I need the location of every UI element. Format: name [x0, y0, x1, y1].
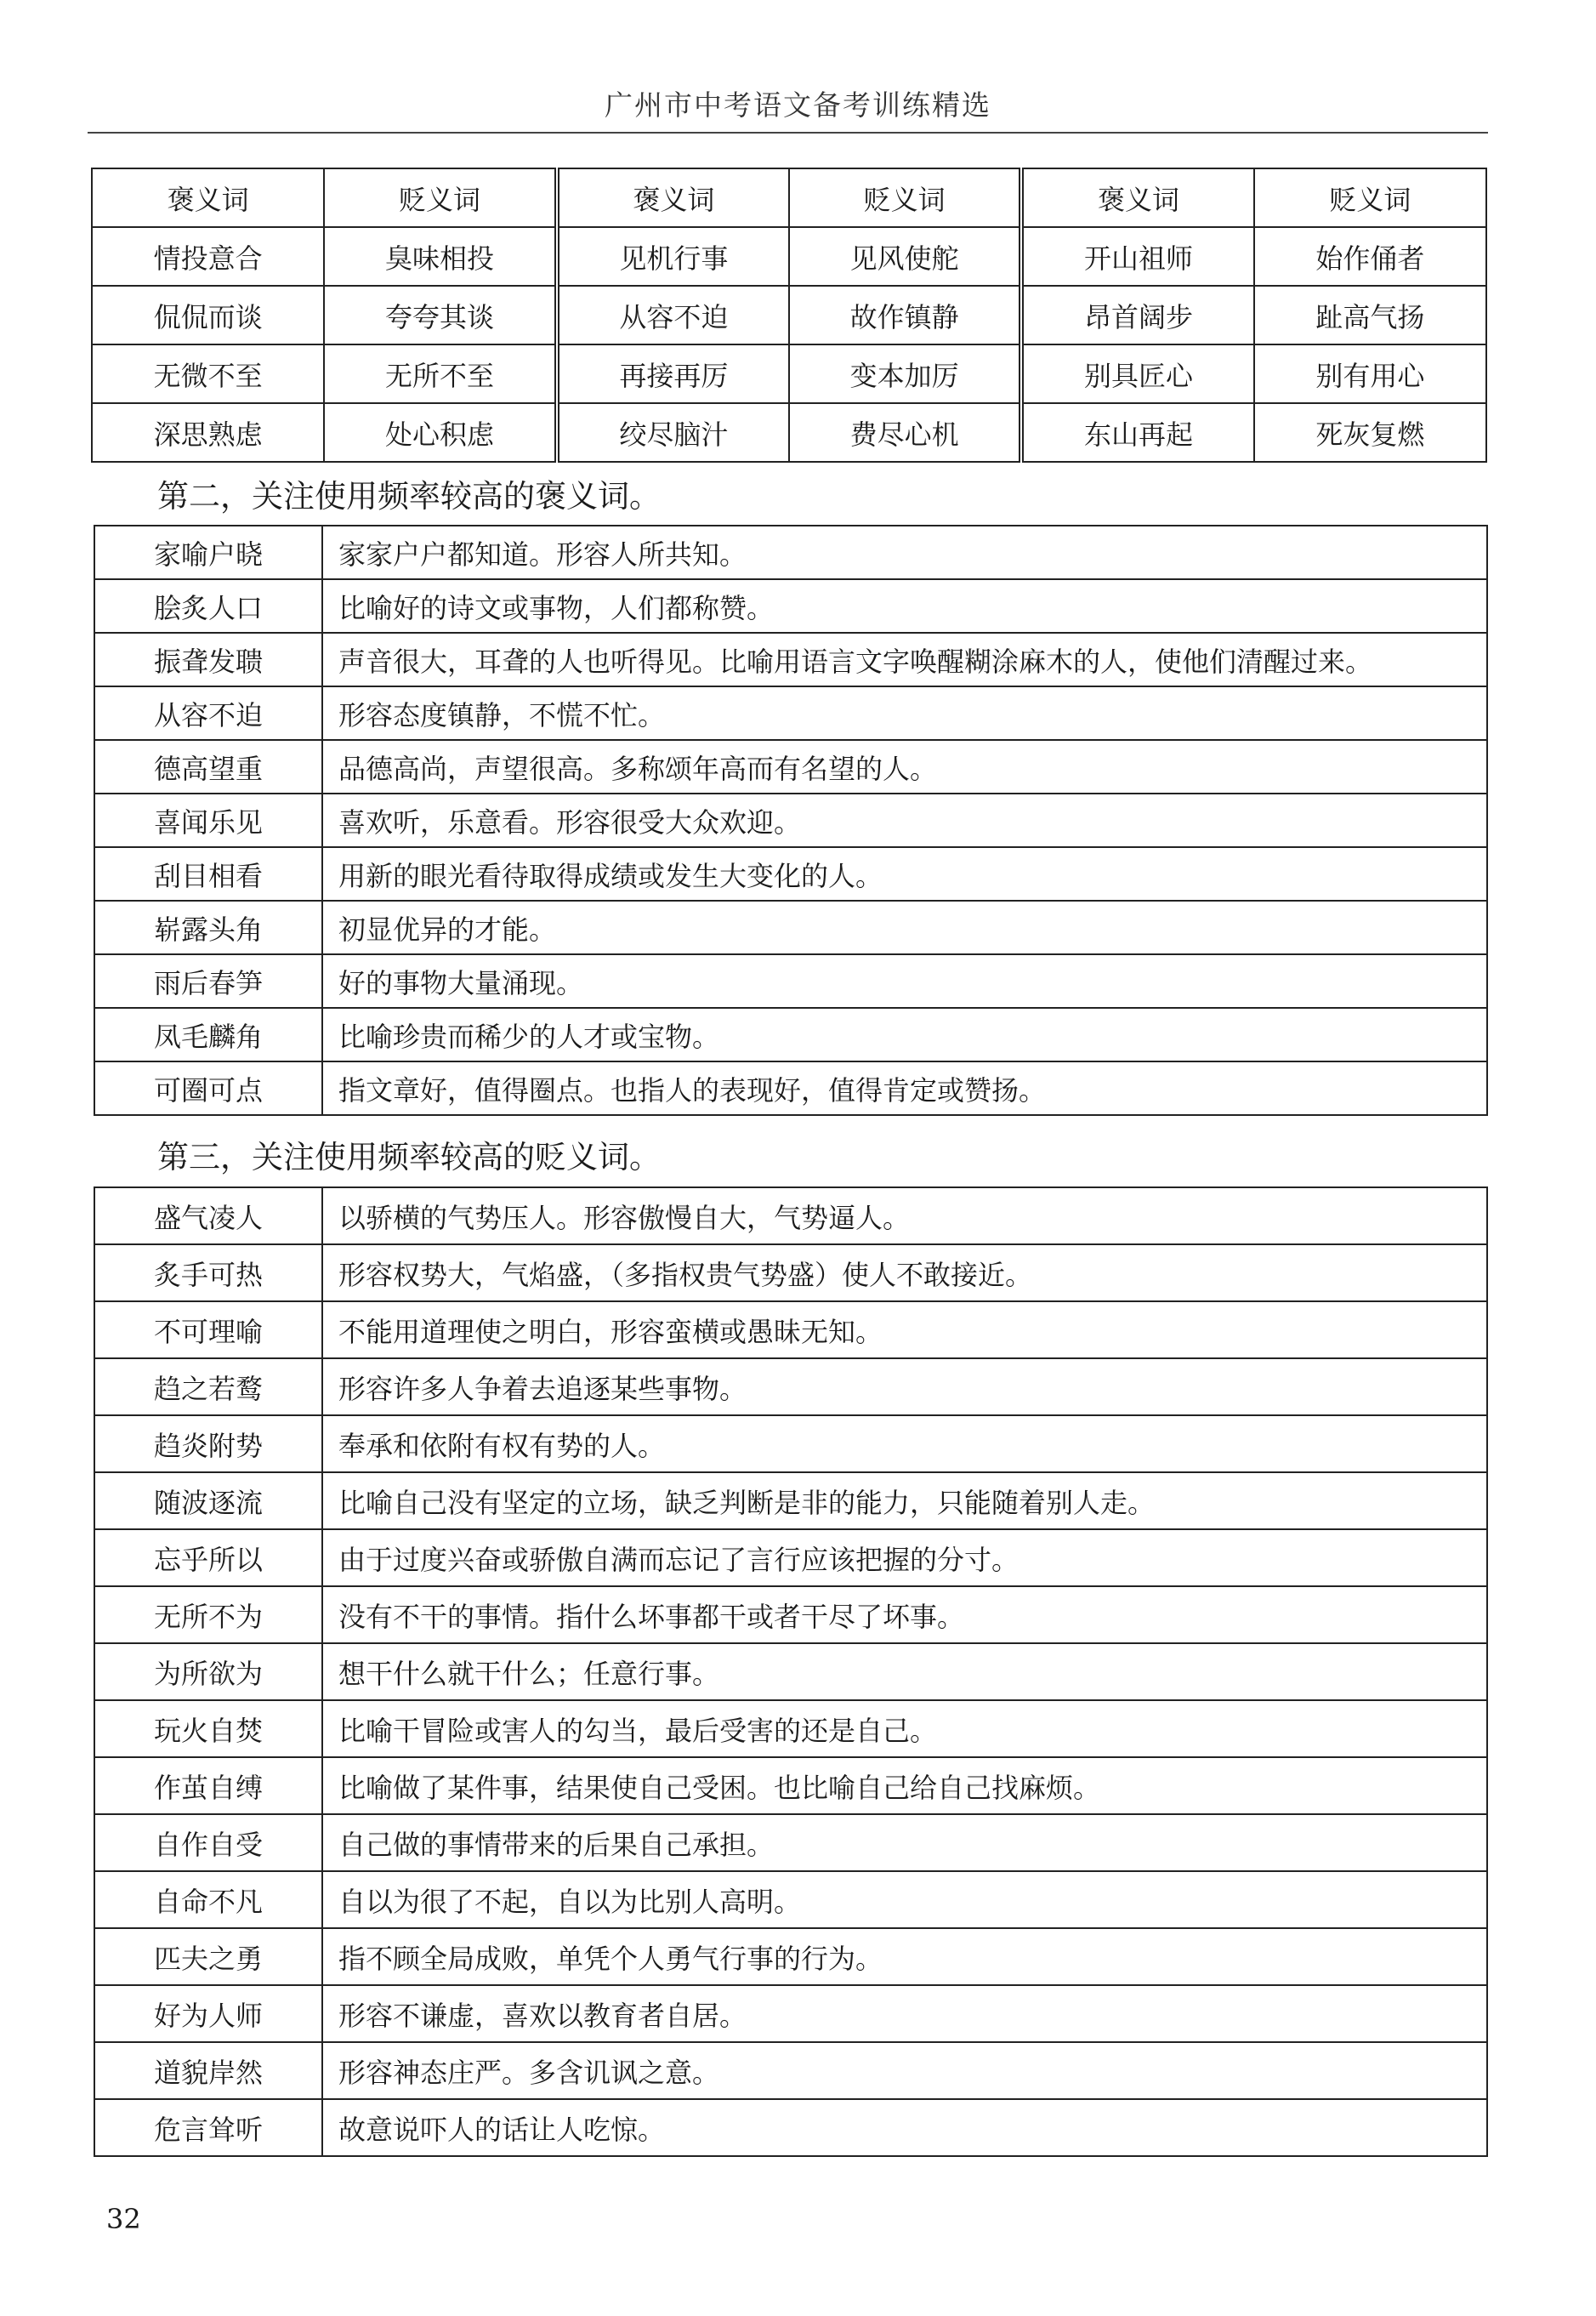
idiom-term: 为所欲为	[94, 1643, 322, 1700]
table-row	[92, 227, 1486, 286]
idiom-term: 崭露头角	[94, 901, 322, 954]
table-row	[94, 2099, 1487, 2156]
table-row	[94, 1586, 1487, 1643]
idiom-term: 匹夫之勇	[94, 1928, 322, 1985]
table-row	[94, 1008, 1487, 1061]
idiom-definition: 以骄横的气势压人。形容傲慢自大，气势逼人。	[322, 1187, 1487, 1244]
table-header-row	[92, 168, 1486, 227]
table-row	[94, 579, 1487, 633]
antonym-pair-table	[91, 168, 1487, 463]
idiom-definition: 指文章好，值得圈点。也指人的表现好，值得肯定或赞扬。	[322, 1061, 1487, 1115]
idiom-term: 不可理喻	[94, 1301, 322, 1358]
idiom-term: 趋之若鹜	[94, 1358, 322, 1415]
idiom-definition: 好的事物大量涌现。	[322, 954, 1487, 1008]
page-number: 32	[106, 2203, 141, 2235]
idiom-cell: 死灰复燃	[1254, 403, 1486, 462]
idiom-cell: 故作镇静	[789, 286, 1021, 344]
idiom-definition: 比喻自己没有坚定的立场，缺乏判断是非的能力，只能随着别人走。	[322, 1472, 1487, 1529]
idiom-definition: 想干什么就干什么；任意行事。	[322, 1643, 1487, 1700]
idiom-cell: 夸夸其谈	[324, 286, 556, 344]
idiom-term: 趋炎附势	[94, 1415, 322, 1472]
idiom-cell: 深思熟虑	[92, 403, 324, 462]
idiom-term: 刮目相看	[94, 847, 322, 901]
idiom-term: 自命不凡	[94, 1871, 322, 1928]
idiom-definition: 自以为很了不起，自以为比别人高明。	[322, 1871, 1487, 1928]
idiom-term: 危言耸听	[94, 2099, 322, 2156]
table-row	[94, 740, 1487, 794]
table-row	[94, 526, 1487, 579]
table-row	[94, 794, 1487, 847]
idiom-term: 喜闻乐见	[94, 794, 322, 847]
header-rule	[88, 132, 1488, 134]
idiom-term: 忘乎所以	[94, 1529, 322, 1586]
running-header: 广州市中考语文备考训练精选	[605, 88, 991, 122]
idiom-definition: 比喻做了某件事，结果使自己受困。也比喻自己给自己找麻烦。	[322, 1757, 1487, 1814]
table-row	[92, 344, 1486, 403]
table-row	[94, 901, 1487, 954]
idiom-cell: 别具匠心	[1021, 344, 1253, 403]
table-row	[94, 1985, 1487, 2042]
table-row	[94, 633, 1487, 686]
idiom-cell: 绞尽脑汁	[557, 403, 789, 462]
idiom-cell: 开山祖师	[1021, 227, 1253, 286]
idiom-definition: 用新的眼光看待取得成绩或发生大变化的人。	[322, 847, 1487, 901]
idiom-definition: 故意说吓人的话让人吃惊。	[322, 2099, 1487, 2156]
table-row	[94, 1871, 1487, 1928]
table-row	[94, 1643, 1487, 1700]
derogatory-idiom-table	[94, 1186, 1488, 2157]
idiom-definition: 声音很大，耳聋的人也听得见。比喻用语言文字唤醒糊涂麻木的人，使他们清醒过来。	[322, 633, 1487, 686]
idiom-term: 好为人师	[94, 1985, 322, 2042]
idiom-term: 炙手可热	[94, 1244, 322, 1301]
table-row	[94, 1301, 1487, 1358]
idiom-term: 从容不迫	[94, 686, 322, 740]
section-2-title: 第二，关注使用频率较高的褒义词。	[157, 478, 661, 515]
idiom-definition: 由于过度兴奋或骄傲自满而忘记了言行应该把握的分寸。	[322, 1529, 1487, 1586]
column-header: 褒义词	[92, 168, 324, 227]
idiom-cell: 再接再厉	[557, 344, 789, 403]
idiom-cell: 别有用心	[1254, 344, 1486, 403]
table-row	[92, 403, 1486, 462]
column-header: 贬义词	[1254, 168, 1486, 227]
idiom-definition: 比喻珍贵而稀少的人才或宝物。	[322, 1008, 1487, 1061]
table-row	[94, 2042, 1487, 2099]
idiom-cell: 变本加厉	[789, 344, 1021, 403]
idiom-term: 随波逐流	[94, 1472, 322, 1529]
idiom-definition: 指不顾全局成败，单凭个人勇气行事的行为。	[322, 1928, 1487, 1985]
idiom-term: 家喻户晓	[94, 526, 322, 579]
table-row	[94, 1472, 1487, 1529]
idiom-cell: 费尽心机	[789, 403, 1021, 462]
table-row	[94, 1358, 1487, 1415]
idiom-term: 可圈可点	[94, 1061, 322, 1115]
idiom-cell: 始作俑者	[1254, 227, 1486, 286]
table-row	[94, 1814, 1487, 1871]
column-header: 褒义词	[557, 168, 789, 227]
idiom-cell: 见风使舵	[789, 227, 1021, 286]
column-header: 贬义词	[789, 168, 1021, 227]
section-3-title: 第三，关注使用频率较高的贬义词。	[157, 1139, 661, 1175]
idiom-term: 雨后春笋	[94, 954, 322, 1008]
idiom-term: 振聋发聩	[94, 633, 322, 686]
table-row	[94, 1187, 1487, 1244]
idiom-cell: 见机行事	[557, 227, 789, 286]
idiom-definition: 形容权势大，气焰盛，（多指权贵气势盛）使人不敢接近。	[322, 1244, 1487, 1301]
idiom-term: 作茧自缚	[94, 1757, 322, 1814]
idiom-term: 玩火自焚	[94, 1700, 322, 1757]
idiom-term: 自作自受	[94, 1814, 322, 1871]
column-header: 褒义词	[1021, 168, 1253, 227]
idiom-term: 盛气凌人	[94, 1187, 322, 1244]
idiom-term: 无所不为	[94, 1586, 322, 1643]
idiom-cell: 从容不迫	[557, 286, 789, 344]
idiom-definition: 品德高尚，声望很高。多称颂年高而有名望的人。	[322, 740, 1487, 794]
idiom-cell: 无微不至	[92, 344, 324, 403]
table-row	[94, 1928, 1487, 1985]
idiom-definition: 形容不谦虚，喜欢以教育者自居。	[322, 1985, 1487, 2042]
idiom-cell: 情投意合	[92, 227, 324, 286]
table-row	[94, 847, 1487, 901]
table-row	[94, 1700, 1487, 1757]
idiom-definition: 自己做的事情带来的后果自己承担。	[322, 1814, 1487, 1871]
idiom-definition: 比喻好的诗文或事物，人们都称赞。	[322, 579, 1487, 633]
idiom-term: 脍炙人口	[94, 579, 322, 633]
idiom-cell: 无所不至	[324, 344, 556, 403]
table-row	[94, 1415, 1487, 1472]
idiom-cell: 处心积虑	[324, 403, 556, 462]
table-row	[94, 1061, 1487, 1115]
commendatory-idiom-table	[94, 525, 1488, 1116]
idiom-term: 凤毛麟角	[94, 1008, 322, 1061]
table-row	[94, 1529, 1487, 1586]
idiom-definition: 没有不干的事情。指什么坏事都干或者干尽了坏事。	[322, 1586, 1487, 1643]
idiom-term: 道貌岸然	[94, 2042, 322, 2099]
column-header: 贬义词	[324, 168, 556, 227]
idiom-definition: 比喻干冒险或害人的勾当，最后受害的还是自己。	[322, 1700, 1487, 1757]
idiom-cell: 昂首阔步	[1021, 286, 1253, 344]
table-row	[92, 286, 1486, 344]
idiom-cell: 侃侃而谈	[92, 286, 324, 344]
table-row	[94, 1757, 1487, 1814]
idiom-definition: 形容神态庄严。多含讥讽之意。	[322, 2042, 1487, 2099]
idiom-definition: 形容许多人争着去追逐某些事物。	[322, 1358, 1487, 1415]
idiom-definition: 形容态度镇静，不慌不忙。	[322, 686, 1487, 740]
idiom-definition: 喜欢听，乐意看。形容很受大众欢迎。	[322, 794, 1487, 847]
table-row	[94, 1244, 1487, 1301]
idiom-definition: 家家户户都知道。形容人所共知。	[322, 526, 1487, 579]
idiom-cell: 东山再起	[1021, 403, 1253, 462]
table-row	[94, 686, 1487, 740]
idiom-cell: 臭味相投	[324, 227, 556, 286]
idiom-definition: 奉承和依附有权有势的人。	[322, 1415, 1487, 1472]
table-row	[94, 954, 1487, 1008]
idiom-term: 德高望重	[94, 740, 322, 794]
idiom-definition: 初显优异的才能。	[322, 901, 1487, 954]
idiom-cell: 趾高气扬	[1254, 286, 1486, 344]
idiom-definition: 不能用道理使之明白，形容蛮横或愚昧无知。	[322, 1301, 1487, 1358]
